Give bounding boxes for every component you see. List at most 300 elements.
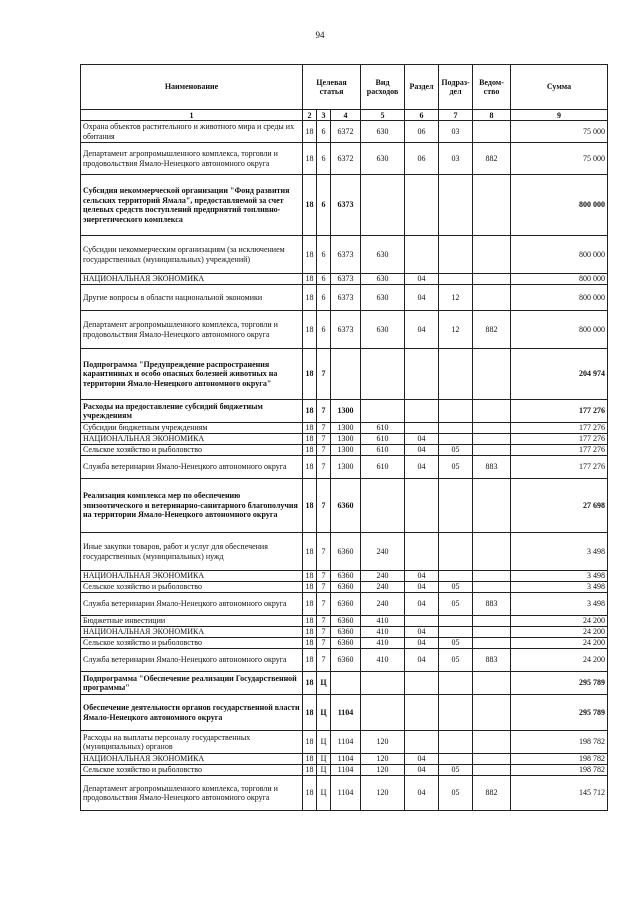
row-subsection (439, 175, 473, 236)
row-section: 06 (405, 121, 439, 143)
row-section: 04 (405, 627, 439, 638)
row-program-code: 18 (303, 638, 317, 649)
row-section (405, 400, 439, 423)
table-row (81, 236, 608, 274)
row-department: 882 (473, 143, 511, 175)
row-name: Сельское хозяйство и рыболовство (81, 765, 303, 776)
row-subprogram-code: 7 (317, 400, 331, 423)
row-expense-type: 610 (361, 445, 405, 456)
row-subsection (439, 423, 473, 434)
row-section: 06 (405, 143, 439, 175)
row-name: НАЦИОНАЛЬНАЯ ЭКОНОМИКА (81, 571, 303, 582)
header-target-article: Целевая статья (303, 65, 361, 110)
row-program-code: 18 (303, 400, 317, 423)
row-department (473, 754, 511, 765)
row-program-code: 18 (303, 765, 317, 776)
header-subsection: Подраз-дел (439, 65, 473, 110)
row-direction-code: 1300 (331, 434, 361, 445)
row-program-code: 18 (303, 582, 317, 593)
row-department (473, 638, 511, 649)
row-department: 883 (473, 649, 511, 672)
row-program-code: 18 (303, 593, 317, 616)
row-sum: 24 200 (511, 649, 608, 672)
row-department (473, 423, 511, 434)
row-name: Реализация комплекса мер по обеспечению эпизоотического и ветеринарно-санитарного благополучия на территории Ямало-Ненецкого автономного округа (81, 479, 303, 533)
row-name: Другие вопросы в области национальной экономики (81, 285, 303, 311)
row-sum: 204 974 (511, 349, 608, 400)
table-row (81, 423, 608, 434)
row-subsection: 05 (439, 638, 473, 649)
row-department (473, 731, 511, 754)
table-row (81, 175, 608, 236)
table-row (81, 672, 608, 695)
row-expense-type: 240 (361, 582, 405, 593)
row-expense-type: 610 (361, 434, 405, 445)
row-department: 883 (473, 593, 511, 616)
row-expense-type: 630 (361, 143, 405, 175)
row-direction-code: 6360 (331, 638, 361, 649)
row-name: Служба ветеринарии Ямало-Ненецкого автономного округа (81, 649, 303, 672)
row-subsection: 12 (439, 311, 473, 349)
row-expense-type: 630 (361, 311, 405, 349)
row-direction-code: 6373 (331, 175, 361, 236)
row-subprogram-code: 7 (317, 479, 331, 533)
row-subprogram-code: 7 (317, 445, 331, 456)
row-name: НАЦИОНАЛЬНАЯ ЭКОНОМИКА (81, 274, 303, 285)
row-direction-code (331, 349, 361, 400)
row-section: 04 (405, 754, 439, 765)
table-row (81, 616, 608, 627)
row-program-code: 18 (303, 143, 317, 175)
row-section (405, 731, 439, 754)
row-direction-code: 6360 (331, 593, 361, 616)
row-department (473, 349, 511, 400)
row-program-code: 18 (303, 616, 317, 627)
table-row (81, 582, 608, 593)
row-sum: 800 000 (511, 175, 608, 236)
row-program-code: 18 (303, 274, 317, 285)
row-name: Служба ветеринарии Ямало-Ненецкого автономного округа (81, 593, 303, 616)
row-expense-type: 410 (361, 627, 405, 638)
row-subsection (439, 627, 473, 638)
row-subprogram-code: 7 (317, 616, 331, 627)
header-expense-type: Вид расходов (361, 65, 405, 110)
row-sum: 177 276 (511, 423, 608, 434)
row-expense-type: 610 (361, 423, 405, 434)
row-subsection (439, 616, 473, 627)
row-department (473, 695, 511, 731)
row-sum: 800 000 (511, 274, 608, 285)
table-row (81, 445, 608, 456)
row-name: НАЦИОНАЛЬНАЯ ЭКОНОМИКА (81, 434, 303, 445)
row-sum: 295 789 (511, 672, 608, 695)
row-subsection: 05 (439, 593, 473, 616)
row-subsection (439, 236, 473, 274)
row-department (473, 445, 511, 456)
table-row (81, 571, 608, 582)
row-subprogram-code: 6 (317, 143, 331, 175)
row-subsection: 03 (439, 121, 473, 143)
row-sum: 177 276 (511, 456, 608, 479)
row-direction-code: 6373 (331, 274, 361, 285)
row-section: 04 (405, 776, 439, 811)
row-sum: 75 000 (511, 143, 608, 175)
row-section: 04 (405, 638, 439, 649)
row-expense-type: 240 (361, 533, 405, 571)
row-subprogram-code: 6 (317, 121, 331, 143)
row-subprogram-code: 7 (317, 649, 331, 672)
row-name: Субсидии некоммерческим организациям (за исключением государственных (муниципальных) учреждений) (81, 236, 303, 274)
table-row (81, 400, 608, 423)
row-direction-code: 1300 (331, 445, 361, 456)
row-sum: 295 789 (511, 695, 608, 731)
row-name: Расходы на предоставление субсидий бюджетным учреждениям (81, 400, 303, 423)
row-sum: 3 498 (511, 593, 608, 616)
row-direction-code: 6373 (331, 311, 361, 349)
row-name: НАЦИОНАЛЬНАЯ ЭКОНОМИКА (81, 627, 303, 638)
table-row (81, 627, 608, 638)
row-department (473, 274, 511, 285)
table-row (81, 776, 608, 811)
row-direction-code: 6373 (331, 236, 361, 274)
row-subprogram-code: 7 (317, 349, 331, 400)
table-row (81, 754, 608, 765)
row-name: Сельское хозяйство и рыболовство (81, 582, 303, 593)
row-subprogram-code: 6 (317, 274, 331, 285)
row-sum: 800 000 (511, 236, 608, 274)
row-program-code: 18 (303, 434, 317, 445)
row-sum: 177 276 (511, 445, 608, 456)
budget-table (80, 64, 608, 811)
row-direction-code: 1104 (331, 754, 361, 765)
row-sum: 800 000 (511, 311, 608, 349)
row-program-code: 18 (303, 423, 317, 434)
row-section: 04 (405, 434, 439, 445)
row-program-code: 18 (303, 479, 317, 533)
row-program-code: 18 (303, 533, 317, 571)
row-name: Субсидия некоммерческой организации "Фонд развития сельских территорий Ямала", предоставляемой за счет целевых средств поступлений предприятий топливно-энергетического комплекса (81, 175, 303, 236)
row-subsection: 05 (439, 765, 473, 776)
column-number: 3 (317, 110, 331, 121)
row-sum: 198 782 (511, 765, 608, 776)
row-section: 04 (405, 456, 439, 479)
row-sum: 3 498 (511, 533, 608, 571)
row-subsection (439, 754, 473, 765)
row-department (473, 285, 511, 311)
row-subprogram-code: Ц (317, 695, 331, 731)
row-subsection (439, 731, 473, 754)
row-direction-code: 1104 (331, 695, 361, 731)
row-subprogram-code: Ц (317, 765, 331, 776)
row-direction-code: 6360 (331, 582, 361, 593)
row-program-code: 18 (303, 445, 317, 456)
row-name: Бюджетные инвестиции (81, 616, 303, 627)
row-section: 04 (405, 285, 439, 311)
table-row (81, 533, 608, 571)
row-name: Департамент агропромышленного комплекса, торговли и продовольствия Ямало-Ненецкого автономного округа (81, 776, 303, 811)
row-department: 883 (473, 456, 511, 479)
row-section: 04 (405, 582, 439, 593)
column-number: 9 (511, 110, 608, 121)
row-direction-code: 1104 (331, 776, 361, 811)
row-section: 04 (405, 311, 439, 349)
table-row (81, 479, 608, 533)
row-subprogram-code: 7 (317, 627, 331, 638)
row-subsection: 05 (439, 582, 473, 593)
row-expense-type: 240 (361, 571, 405, 582)
row-program-code: 18 (303, 731, 317, 754)
row-department (473, 175, 511, 236)
row-expense-type: 120 (361, 776, 405, 811)
row-direction-code: 1104 (331, 765, 361, 776)
row-direction-code: 6372 (331, 143, 361, 175)
row-subprogram-code: 7 (317, 593, 331, 616)
row-program-code: 18 (303, 175, 317, 236)
header-department: Ведом-ство (473, 65, 511, 110)
row-sum: 24 200 (511, 627, 608, 638)
header-section: Раздел (405, 65, 439, 110)
row-direction-code: 6360 (331, 616, 361, 627)
row-section: 04 (405, 765, 439, 776)
row-department (473, 400, 511, 423)
row-direction-code: 6360 (331, 627, 361, 638)
row-name: Сельское хозяйство и рыболовство (81, 638, 303, 649)
row-sum: 177 276 (511, 400, 608, 423)
row-sum: 800 000 (511, 285, 608, 311)
table-row (81, 649, 608, 672)
row-section (405, 423, 439, 434)
row-name: НАЦИОНАЛЬНАЯ ЭКОНОМИКА (81, 754, 303, 765)
row-expense-type (361, 672, 405, 695)
row-name: Служба ветеринарии Ямало-Ненецкого автономного округа (81, 456, 303, 479)
row-expense-type: 120 (361, 731, 405, 754)
row-department (473, 236, 511, 274)
column-number: 1 (81, 110, 303, 121)
row-subprogram-code: Ц (317, 731, 331, 754)
row-section (405, 672, 439, 695)
row-subsection: 03 (439, 143, 473, 175)
row-subsection (439, 400, 473, 423)
row-subprogram-code: 7 (317, 423, 331, 434)
header-name: Наименование (81, 65, 303, 110)
row-direction-code: 6373 (331, 285, 361, 311)
row-sum: 27 698 (511, 479, 608, 533)
column-number: 5 (361, 110, 405, 121)
table-row (81, 285, 608, 311)
row-sum: 24 200 (511, 616, 608, 627)
row-department (473, 616, 511, 627)
row-department (473, 121, 511, 143)
table-row (81, 349, 608, 400)
row-department (473, 582, 511, 593)
row-expense-type (361, 479, 405, 533)
row-name: Подпрограмма "Обеспечение реализации Государственной программы" (81, 672, 303, 695)
row-expense-type: 630 (361, 121, 405, 143)
row-section (405, 175, 439, 236)
row-subsection: 05 (439, 456, 473, 479)
row-expense-type: 240 (361, 593, 405, 616)
row-program-code: 18 (303, 649, 317, 672)
row-subprogram-code: 7 (317, 571, 331, 582)
row-program-code: 18 (303, 627, 317, 638)
row-program-code: 18 (303, 754, 317, 765)
row-section: 04 (405, 649, 439, 672)
row-section (405, 479, 439, 533)
row-expense-type (361, 400, 405, 423)
table-row (81, 143, 608, 175)
row-program-code: 18 (303, 121, 317, 143)
table-header (81, 65, 608, 110)
row-subsection (439, 571, 473, 582)
table-row (81, 434, 608, 445)
row-expense-type: 120 (361, 754, 405, 765)
row-subprogram-code: 6 (317, 311, 331, 349)
row-expense-type (361, 175, 405, 236)
row-department (473, 571, 511, 582)
row-subprogram-code: 6 (317, 236, 331, 274)
row-expense-type: 630 (361, 236, 405, 274)
row-subsection (439, 695, 473, 731)
row-expense-type: 630 (361, 274, 405, 285)
row-sum: 145 712 (511, 776, 608, 811)
row-subprogram-code: Ц (317, 754, 331, 765)
row-program-code: 18 (303, 456, 317, 479)
row-department: 882 (473, 776, 511, 811)
row-section (405, 695, 439, 731)
row-program-code: 18 (303, 349, 317, 400)
row-name: Департамент агропромышленного комплекса, торговли и продовольствия Ямало-Ненецкого автономного округа (81, 143, 303, 175)
row-expense-type: 410 (361, 638, 405, 649)
row-subsection (439, 434, 473, 445)
row-program-code: 18 (303, 776, 317, 811)
row-direction-code: 1104 (331, 731, 361, 754)
row-sum: 177 276 (511, 434, 608, 445)
row-section: 04 (405, 593, 439, 616)
column-number: 4 (331, 110, 361, 121)
row-subprogram-code: 7 (317, 533, 331, 571)
row-section: 04 (405, 274, 439, 285)
row-department (473, 479, 511, 533)
row-section (405, 533, 439, 571)
row-expense-type: 410 (361, 616, 405, 627)
row-sum: 198 782 (511, 754, 608, 765)
table-row (81, 311, 608, 349)
row-name: Обеспечение деятельности органов государственной власти Ямало-Ненецкого автономного округа (81, 695, 303, 731)
table-row (81, 456, 608, 479)
row-program-code: 18 (303, 571, 317, 582)
row-subsection (439, 479, 473, 533)
row-name: Сельское хозяйство и рыболовство (81, 445, 303, 456)
table-row (81, 274, 608, 285)
row-subprogram-code: 7 (317, 456, 331, 479)
row-expense-type (361, 349, 405, 400)
row-name: Субсидии бюджетным учреждениям (81, 423, 303, 434)
table-body (81, 110, 608, 811)
row-department (473, 627, 511, 638)
row-expense-type (361, 695, 405, 731)
row-section: 04 (405, 445, 439, 456)
row-subsection: 05 (439, 776, 473, 811)
row-direction-code: 1300 (331, 456, 361, 479)
row-subprogram-code: Ц (317, 776, 331, 811)
row-subsection: 12 (439, 285, 473, 311)
row-section (405, 349, 439, 400)
column-number-row (81, 110, 608, 121)
row-direction-code: 6360 (331, 533, 361, 571)
row-department (473, 765, 511, 776)
row-expense-type: 410 (361, 649, 405, 672)
row-direction-code: 6360 (331, 479, 361, 533)
row-program-code: 18 (303, 672, 317, 695)
header-sum: Сумма (511, 65, 608, 110)
row-program-code: 18 (303, 236, 317, 274)
column-number: 7 (439, 110, 473, 121)
column-number: 2 (303, 110, 317, 121)
row-name: Иные закупки товаров, работ и услуг для обеспечения государственных (муниципальных) нужд (81, 533, 303, 571)
row-program-code: 18 (303, 311, 317, 349)
row-direction-code: 6360 (331, 571, 361, 582)
row-program-code: 18 (303, 695, 317, 731)
row-sum: 3 498 (511, 571, 608, 582)
row-subprogram-code: 6 (317, 285, 331, 311)
row-direction-code: 1300 (331, 423, 361, 434)
row-subprogram-code: Ц (317, 672, 331, 695)
row-subsection (439, 349, 473, 400)
row-name: Расходы на выплаты персоналу государственных (муниципальных) органов (81, 731, 303, 754)
row-expense-type: 120 (361, 765, 405, 776)
row-department (473, 672, 511, 695)
row-name: Подпрограмма "Предупреждение распространения карантинных и особо опасных болезней животных на территории Ямало-Ненецкого автономного округа" (81, 349, 303, 400)
row-subprogram-code: 7 (317, 582, 331, 593)
row-direction-code: 1300 (331, 400, 361, 423)
table-row (81, 593, 608, 616)
row-subsection (439, 672, 473, 695)
row-subsection: 05 (439, 649, 473, 672)
table-row (81, 638, 608, 649)
page-number: 94 (315, 30, 325, 40)
row-expense-type: 610 (361, 456, 405, 479)
table-row (81, 121, 608, 143)
row-sum: 3 498 (511, 582, 608, 593)
row-section (405, 616, 439, 627)
row-section (405, 236, 439, 274)
row-department (473, 434, 511, 445)
row-subprogram-code: 6 (317, 175, 331, 236)
table-row (81, 731, 608, 754)
column-number: 6 (405, 110, 439, 121)
table-row (81, 695, 608, 731)
row-subsection (439, 533, 473, 571)
row-subsection (439, 274, 473, 285)
row-name: Охрана объектов растительного и животного мира и среды их обитания (81, 121, 303, 143)
row-subprogram-code: 7 (317, 638, 331, 649)
row-direction-code: 6360 (331, 649, 361, 672)
row-direction-code: 6372 (331, 121, 361, 143)
table-row (81, 765, 608, 776)
column-number: 8 (473, 110, 511, 121)
row-direction-code (331, 672, 361, 695)
row-name: Департамент агропромышленного комплекса, торговли и продовольствия Ямало-Ненецкого автономного округа (81, 311, 303, 349)
row-subprogram-code: 7 (317, 434, 331, 445)
row-expense-type: 630 (361, 285, 405, 311)
row-sum: 24 200 (511, 638, 608, 649)
row-section: 04 (405, 571, 439, 582)
row-subsection: 05 (439, 445, 473, 456)
row-sum: 198 782 (511, 731, 608, 754)
row-sum: 75 000 (511, 121, 608, 143)
row-department: 882 (473, 311, 511, 349)
row-program-code: 18 (303, 285, 317, 311)
